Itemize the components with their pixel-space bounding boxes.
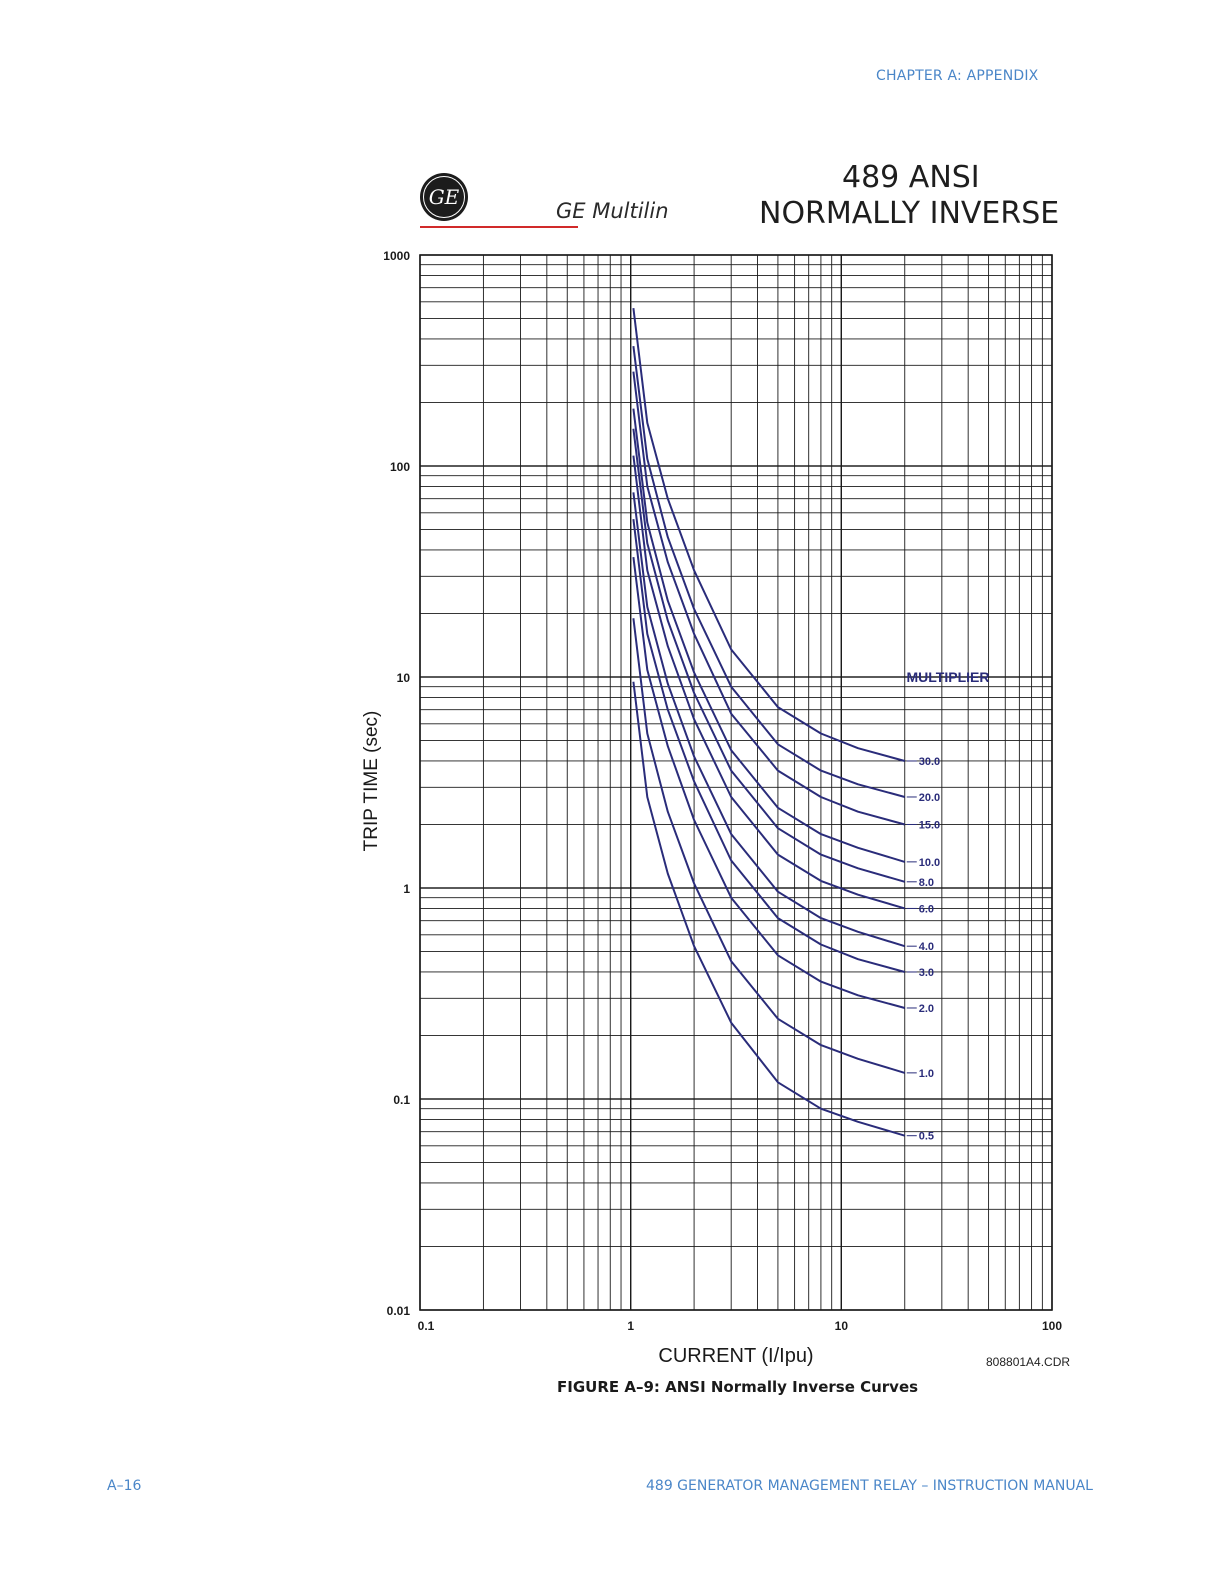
chart-ticks <box>383 249 1062 1333</box>
legend-label-0.5: 0.5 <box>918 1130 935 1143</box>
curve-3.0 <box>633 519 904 972</box>
manual-title: 489 GENERATOR MANAGEMENT RELAY – INSTRUCTION MANUAL <box>646 1478 1093 1494</box>
brand-name: GE Multilin <box>556 199 669 223</box>
legend-label-20.0: 20.0 <box>918 791 941 804</box>
ge-logo-mark: GE <box>423 176 465 218</box>
legend-label-8.0: 8.0 <box>918 876 935 889</box>
chart-curves <box>633 308 904 1136</box>
x-axis-label: CURRENT (I/Ipu) <box>658 1345 814 1367</box>
x-tick-label: 10 <box>834 1319 849 1333</box>
legend-label-2.0: 2.0 <box>918 1002 935 1015</box>
plot-frame <box>420 255 1052 1310</box>
curve-6.0 <box>633 456 904 909</box>
y-tick-label: 1 <box>403 882 410 896</box>
legend-label-1.0: 1.0 <box>918 1067 935 1080</box>
y-tick-label: 0.01 <box>386 1304 410 1318</box>
chart-title-line1: 489 ANSI <box>842 160 980 195</box>
chapter-header: CHAPTER A: APPENDIX <box>876 68 1039 84</box>
curve-4.0 <box>633 492 904 946</box>
x-tick-label: 0.1 <box>417 1319 435 1333</box>
y-axis-label: TRIP TIME (sec) <box>361 710 382 852</box>
x-tick-label: 1 <box>627 1319 635 1333</box>
legend-label-4.0: 4.0 <box>918 941 935 954</box>
y-tick-label: 100 <box>389 460 410 474</box>
file-reference: 808801A4.CDR <box>986 1355 1071 1369</box>
y-tick-label: 1000 <box>383 249 410 263</box>
chart-grid <box>420 255 1052 1310</box>
chart-legend <box>907 669 990 1143</box>
legend-label-6.0: 6.0 <box>918 903 935 916</box>
legend-label-10.0: 10.0 <box>918 856 941 869</box>
figure-caption: FIGURE A–9: ANSI Normally Inverse Curves <box>557 1378 919 1396</box>
curve-30.0 <box>633 308 904 761</box>
page-number: A–16 <box>107 1478 142 1494</box>
y-tick-label: 10 <box>396 671 410 685</box>
chart-title-line2: NORMALLY INVERSE <box>759 196 1060 231</box>
legend-title: MULTIPLIER <box>906 669 990 685</box>
legend-label-15.0: 15.0 <box>918 819 941 832</box>
x-tick-label: 100 <box>1041 1319 1063 1333</box>
y-tick-label: 0.1 <box>393 1093 410 1107</box>
legend-label-3.0: 3.0 <box>918 966 935 979</box>
curve-2.0 <box>633 557 904 1008</box>
legend-label-30.0: 30.0 <box>918 755 941 768</box>
curve-15.0 <box>633 372 904 825</box>
